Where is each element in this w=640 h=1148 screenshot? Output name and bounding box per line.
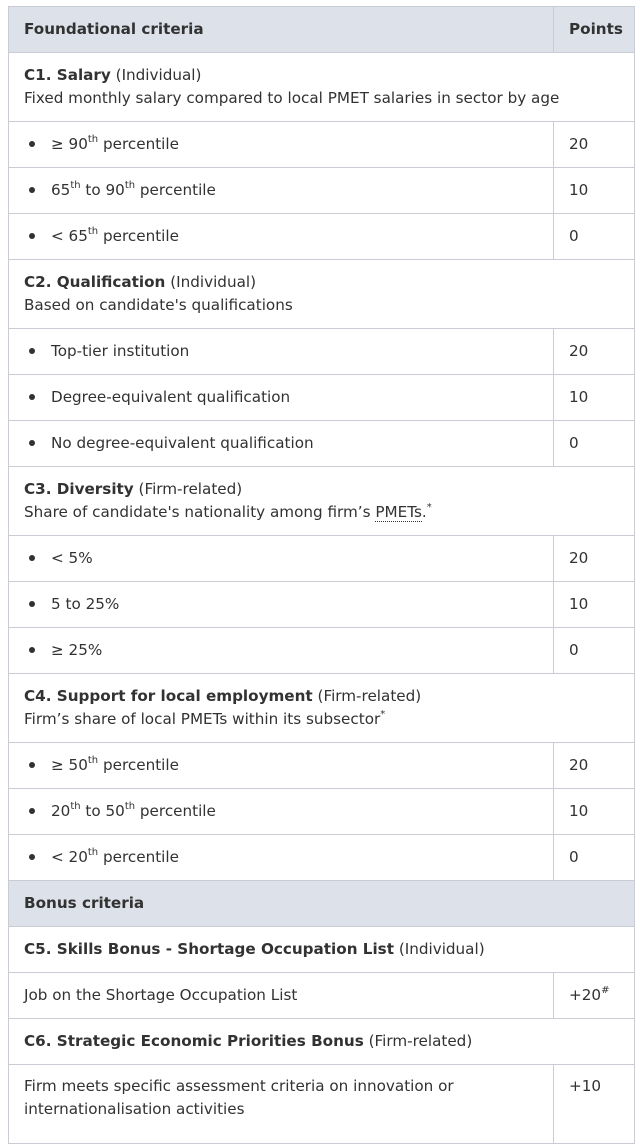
bullet-icon (29, 555, 35, 561)
table-row (9, 536, 635, 582)
option-points: 0 (554, 421, 635, 467)
bullet-icon (29, 601, 35, 607)
bullet-icon (29, 394, 35, 400)
section-description: Firm’s share of local PMETs within its subsector* (24, 708, 386, 728)
footnote-marker: * (380, 708, 386, 720)
section-title: C4. Support for local employment (24, 687, 313, 705)
section-c1-heading (9, 53, 635, 122)
table-row (9, 421, 635, 467)
option-label: No degree-equivalent qualification (9, 421, 554, 467)
option-points: 20 (554, 743, 635, 789)
option-label: < 65th percentile (9, 214, 554, 260)
section-title: C1. Salary (24, 66, 111, 84)
option-label: < 5% (9, 536, 554, 582)
option-points: 10 (554, 375, 635, 421)
section-scope: (Firm-related) (138, 480, 243, 498)
option-points: 0 (554, 214, 635, 260)
section-description: Based on candidate's qualifications (24, 296, 293, 314)
option-label: 5 to 25% (9, 582, 554, 628)
table-row (9, 582, 635, 628)
option-label: ≥ 90th percentile (9, 122, 554, 168)
section-c4-heading (9, 674, 635, 743)
table-row (9, 122, 635, 168)
bonus-criteria-header: Bonus criteria (9, 881, 635, 927)
table-row (9, 789, 635, 835)
criteria-column-header: Foundational criteria (9, 7, 554, 53)
option-label: 20th to 50th percentile (9, 789, 554, 835)
table-row (9, 743, 635, 789)
points-column-header: Points (554, 7, 635, 53)
table-row (9, 973, 635, 1019)
section-scope: (Individual) (398, 940, 485, 958)
table-row (9, 375, 635, 421)
option-points: 10 (554, 168, 635, 214)
option-points: 20 (554, 122, 635, 168)
section-title: C5. Skills Bonus - Shortage Occupation List (24, 940, 394, 958)
pmets-abbreviation[interactable]: PMETs (375, 503, 422, 521)
section-scope: (Individual) (170, 273, 257, 291)
option-label: ≥ 50th percentile (9, 743, 554, 789)
option-points: 10 (554, 789, 635, 835)
option-label: < 20th percentile (9, 835, 554, 881)
bullet-icon (29, 141, 35, 147)
section-c6-heading (9, 1019, 635, 1065)
table-row (9, 168, 635, 214)
table-row (9, 835, 635, 881)
bullet-icon (29, 233, 35, 239)
section-c2-heading (9, 260, 635, 329)
section-c1-row (9, 53, 635, 122)
section-c5-heading (9, 927, 635, 973)
section-c2-row (9, 260, 635, 329)
option-label: Job on the Shortage Occupation List (9, 973, 554, 1019)
section-title: C6. Strategic Economic Priorities Bonus (24, 1032, 364, 1050)
criteria-table (8, 6, 635, 1144)
option-points: 20 (554, 329, 635, 375)
table-row (9, 214, 635, 260)
section-c6-row (9, 1019, 635, 1065)
section-title: C2. Qualification (24, 273, 166, 291)
section-c3-heading (9, 467, 635, 536)
option-label: Top-tier institution (9, 329, 554, 375)
option-label: 65th to 90th percentile (9, 168, 554, 214)
bullet-icon (29, 808, 35, 814)
option-points: +20# (554, 973, 635, 1019)
section-title: C3. Diversity (24, 480, 134, 498)
section-scope: (Individual) (115, 66, 202, 84)
option-label: ≥ 25% (9, 628, 554, 674)
bullet-icon (29, 854, 35, 860)
table-row (9, 628, 635, 674)
bullet-icon (29, 187, 35, 193)
footnote-marker: # (601, 984, 610, 996)
section-c3-row (9, 467, 635, 536)
footnote-marker: * (426, 501, 432, 513)
section-scope: (Firm-related) (317, 687, 422, 705)
option-points: 10 (554, 582, 635, 628)
bullet-icon (29, 762, 35, 768)
bonus-header-row (9, 881, 635, 927)
section-description: Share of candidate's nationality among firm’s PMETs.* (24, 501, 432, 521)
section-scope: (Firm-related) (368, 1032, 473, 1050)
table-header-row (9, 7, 635, 53)
section-c5-row (9, 927, 635, 973)
bullet-icon (29, 348, 35, 354)
section-description: Fixed monthly salary compared to local PMET salaries in sector by age (24, 89, 560, 107)
option-points: +10 (554, 1065, 635, 1144)
section-c4-row (9, 674, 635, 743)
table-row (9, 1065, 635, 1144)
table-row (9, 329, 635, 375)
option-label: Degree-equivalent qualification (9, 375, 554, 421)
option-points: 0 (554, 835, 635, 881)
option-points: 0 (554, 628, 635, 674)
bullet-icon (29, 440, 35, 446)
option-label: Firm meets specific assessment criteria on innovation or internationalisation activities (9, 1065, 554, 1144)
option-points: 20 (554, 536, 635, 582)
bullet-icon (29, 647, 35, 653)
